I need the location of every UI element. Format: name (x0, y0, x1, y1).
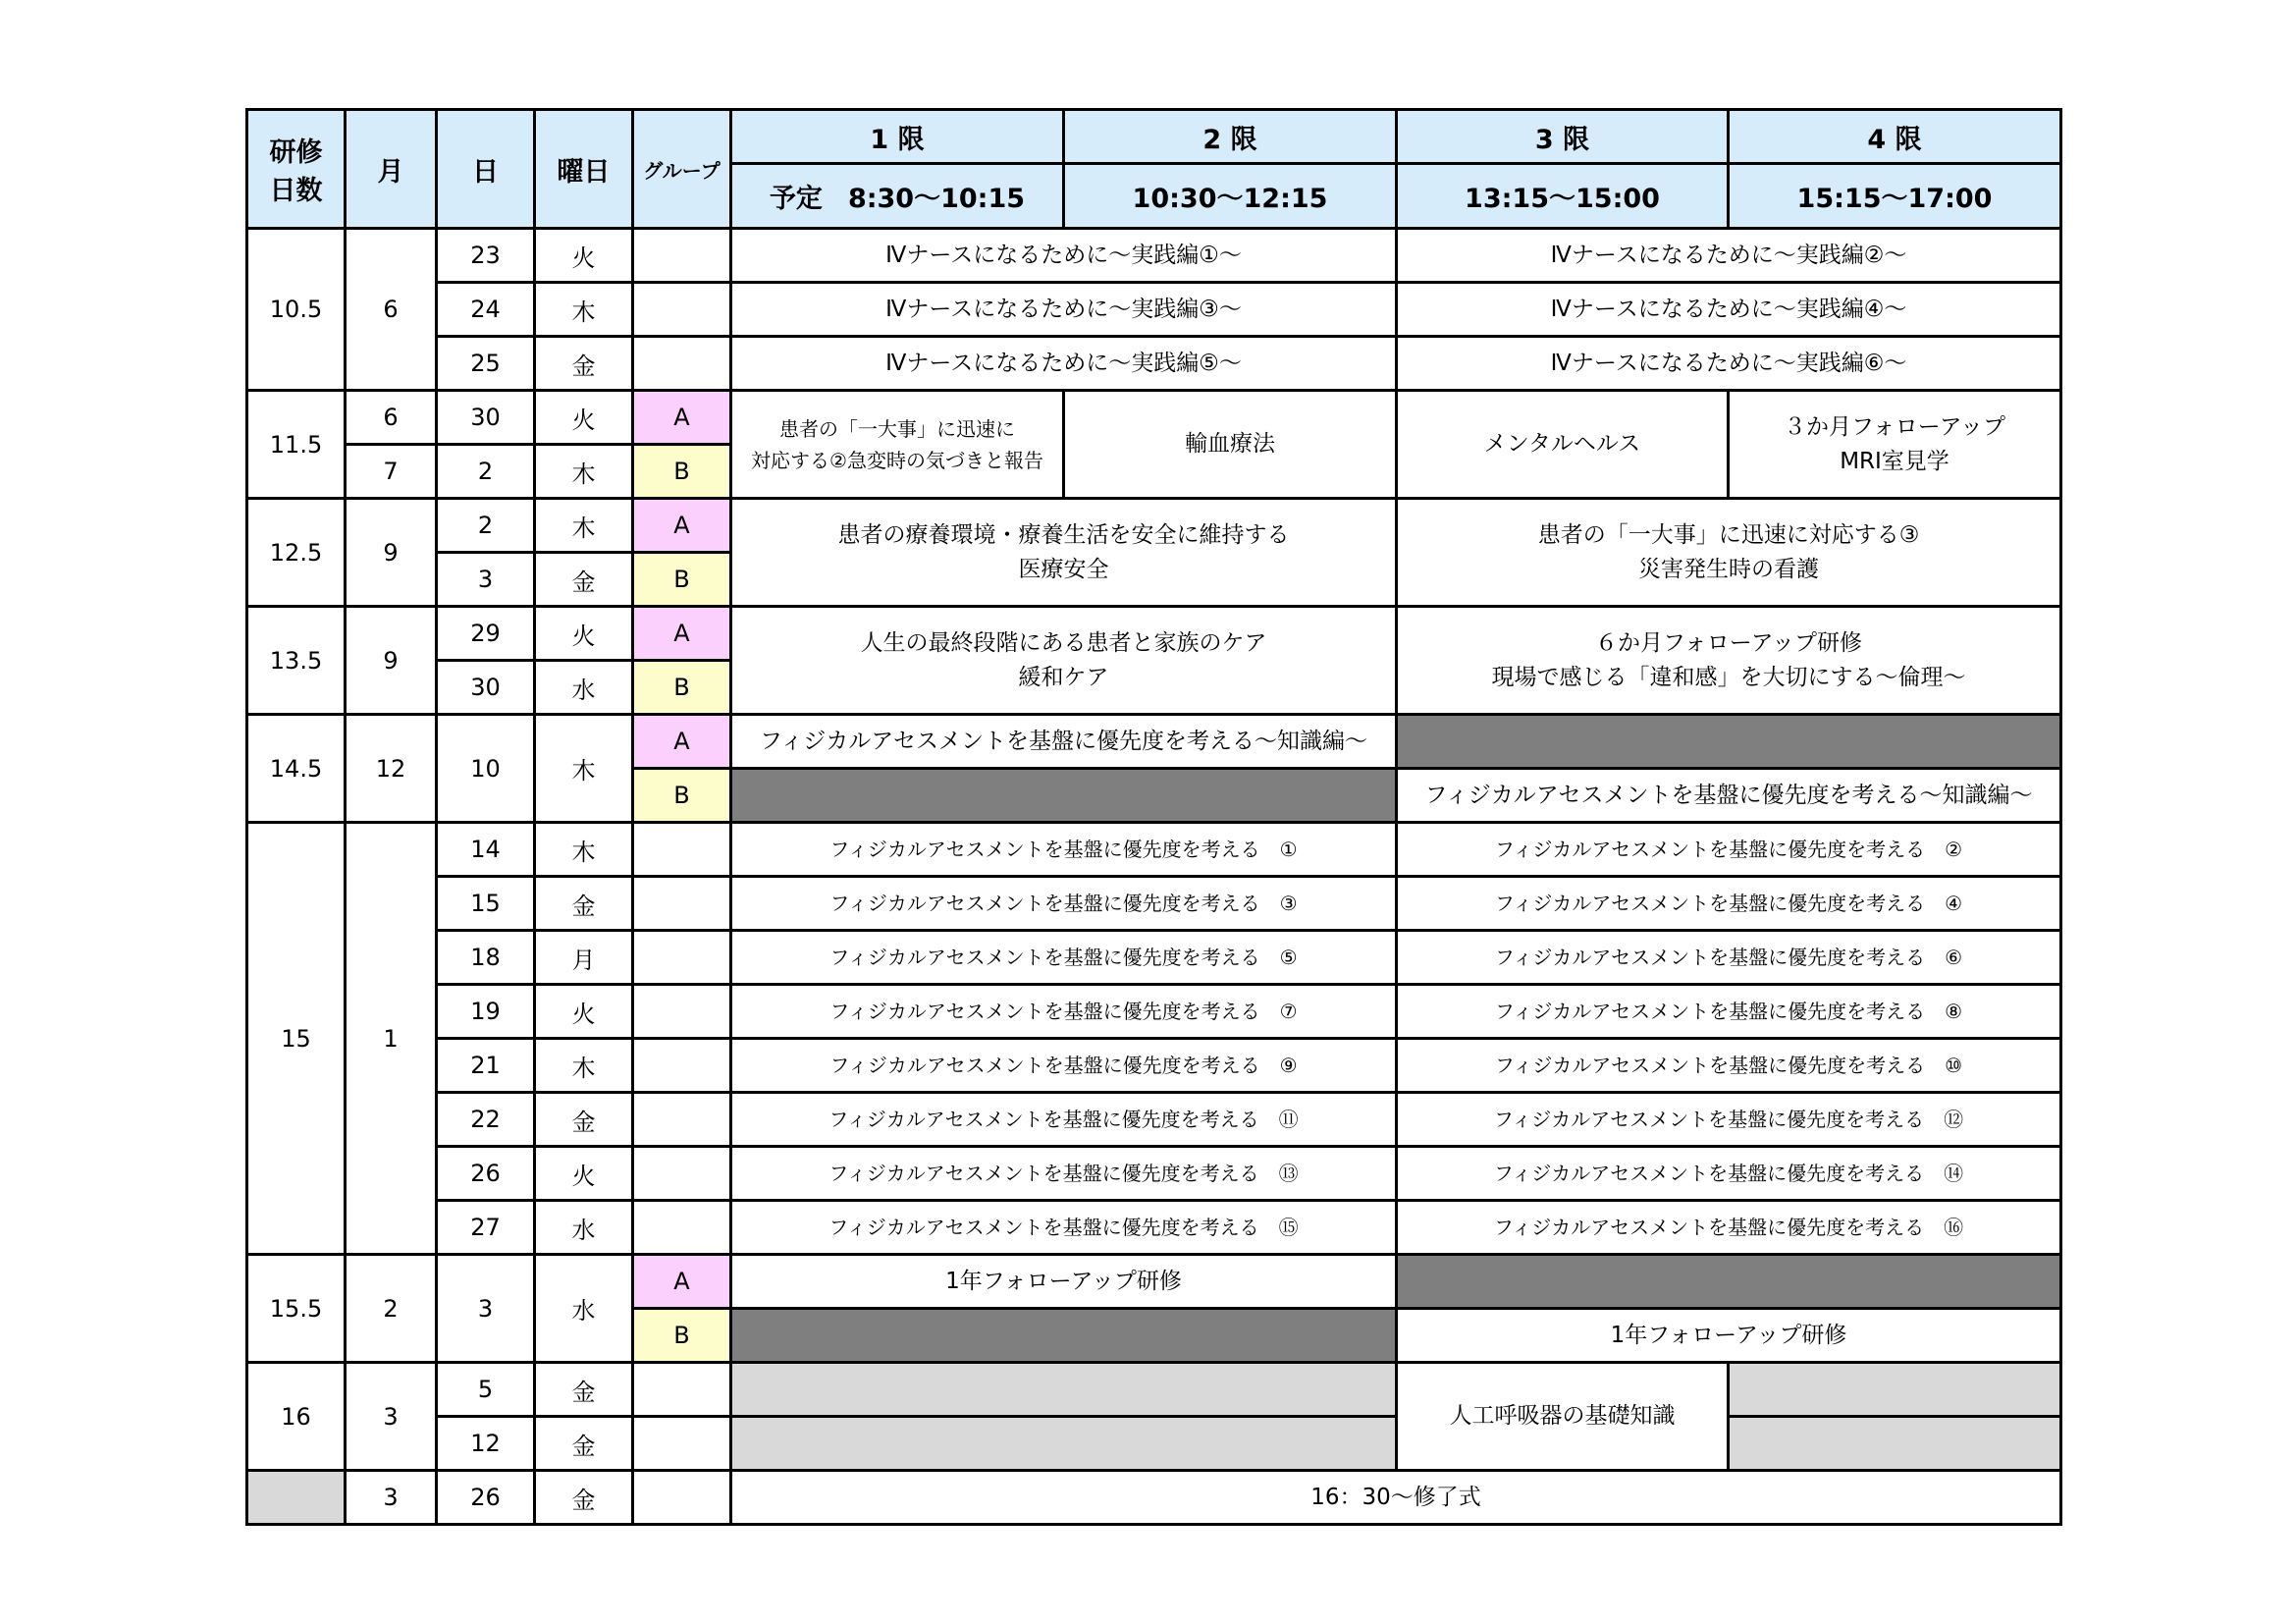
month-cell: 7 (346, 445, 437, 499)
training-days-cell: 15.5 (247, 1255, 346, 1363)
lesson-period-3: メンタルヘルス (1397, 391, 1729, 499)
table-row (247, 1201, 2061, 1255)
blocked-slot (731, 1309, 1397, 1363)
header-day: 日 (437, 110, 535, 229)
group-cell (633, 283, 731, 337)
table-row (247, 337, 2061, 391)
blocked-slot (1397, 1255, 2061, 1309)
lesson-am: フィジカルアセスメントを基盤に優先度を考える ⑨ (731, 1039, 1397, 1093)
group-cell (633, 931, 731, 985)
group-cell (633, 1471, 731, 1525)
training-days-cell-empty (247, 1471, 346, 1525)
header-period-2: 2 限 (1064, 110, 1397, 164)
weekday-cell: 金 (535, 1363, 633, 1417)
table-row (247, 607, 2061, 661)
group-cell (633, 337, 731, 391)
table-row (247, 391, 2061, 445)
day-cell: 26 (437, 1147, 535, 1201)
lesson-line: 現場で感じる「違和感」を大切にする～倫理～ (1491, 664, 1966, 690)
lesson-pm: 1年フォローアップ研修 (1397, 1309, 2061, 1363)
day-cell: 15 (437, 877, 535, 931)
table-row (247, 931, 2061, 985)
weekday-cell: 金 (535, 1417, 633, 1471)
lesson-pm (1397, 499, 2061, 607)
header-group: グループ (633, 110, 731, 229)
day-cell: 30 (437, 391, 535, 445)
lesson-line: 緩和ケア (1018, 664, 1109, 690)
blocked-slot-light (731, 1363, 1397, 1417)
group-cell (633, 1147, 731, 1201)
graduation-ceremony: 16：30～修了式 (731, 1471, 2061, 1525)
lesson-line: 患者の療養環境・療養生活を安全に維持する (837, 521, 1290, 548)
lesson-am: Ⅳナースになるために～実践編⑤～ (731, 337, 1397, 391)
training-days-cell: 12.5 (247, 499, 346, 607)
weekday-cell: 火 (535, 229, 633, 283)
header-training-days-line1: 研修 (269, 137, 323, 168)
header-training-days-line2: 日数 (269, 176, 323, 206)
lesson-am: フィジカルアセスメントを基盤に優先度を考える ① (731, 823, 1397, 877)
lesson-am: フィジカルアセスメントを基盤に優先度を考える ⑪ (731, 1093, 1397, 1147)
blocked-slot (731, 769, 1397, 823)
header-time-4: 15:15～17:00 (1729, 164, 2061, 229)
lesson-pm: フィジカルアセスメントを基盤に優先度を考える ⑭ (1397, 1147, 2061, 1201)
day-cell: 5 (437, 1363, 535, 1417)
lesson-pm: フィジカルアセスメントを基盤に優先度を考える ⑧ (1397, 985, 2061, 1039)
group-a-badge: A (633, 499, 731, 553)
weekday-cell: 水 (535, 1201, 633, 1255)
table-row (247, 229, 2061, 283)
header-period-4: 4 限 (1729, 110, 2061, 164)
header-row-periods (247, 110, 2061, 164)
lesson-am: 1年フォローアップ研修 (731, 1255, 1397, 1309)
day-cell: 19 (437, 985, 535, 1039)
group-b-badge: B (633, 1309, 731, 1363)
weekday-cell: 木 (535, 823, 633, 877)
lesson-line: 対応する②急変時の気づきと報告 (751, 448, 1043, 472)
blocked-slot-light (731, 1417, 1397, 1471)
header-time-1 (731, 164, 1064, 229)
group-cell (633, 985, 731, 1039)
weekday-cell: 水 (535, 1255, 633, 1363)
group-b-badge: B (633, 553, 731, 607)
weekday-cell: 木 (535, 283, 633, 337)
weekday-cell: 火 (535, 985, 633, 1039)
day-cell: 22 (437, 1093, 535, 1147)
table-row (247, 715, 2061, 769)
blocked-slot-light (1729, 1417, 2061, 1471)
group-cell (633, 1039, 731, 1093)
group-cell (633, 1417, 731, 1471)
weekday-cell: 木 (535, 499, 633, 553)
weekday-cell: 火 (535, 1147, 633, 1201)
weekday-cell: 金 (535, 877, 633, 931)
table-row (247, 1093, 2061, 1147)
day-cell: 14 (437, 823, 535, 877)
group-b-badge: B (633, 445, 731, 499)
lesson-pm: フィジカルアセスメントを基盤に優先度を考える ⑫ (1397, 1093, 2061, 1147)
weekday-cell: 金 (535, 553, 633, 607)
group-cell (633, 229, 731, 283)
training-days-cell: 13.5 (247, 607, 346, 715)
lesson-am: フィジカルアセスメントを基盤に優先度を考える ⑦ (731, 985, 1397, 1039)
lesson-pm: Ⅳナースになるために～実践編④～ (1397, 283, 2061, 337)
training-days-cell: 16 (247, 1363, 346, 1471)
weekday-cell: 月 (535, 931, 633, 985)
lesson-am: フィジカルアセスメントを基盤に優先度を考える ⑮ (731, 1201, 1397, 1255)
header-period-1: 1 限 (731, 110, 1064, 164)
lesson-line: MRI室見学 (1840, 448, 1949, 474)
training-schedule-table (245, 108, 2062, 1526)
day-cell: 21 (437, 1039, 535, 1093)
day-cell: 29 (437, 607, 535, 661)
weekday-cell: 金 (535, 337, 633, 391)
group-a-badge: A (633, 715, 731, 769)
lesson-period-3: 人工呼吸器の基礎知識 (1397, 1363, 1729, 1471)
header-time-3: 13:15～15:00 (1397, 164, 1729, 229)
day-cell: 25 (437, 337, 535, 391)
day-cell: 24 (437, 283, 535, 337)
month-cell: 2 (346, 1255, 437, 1363)
lesson-am (731, 499, 1397, 607)
lesson-line: 人生の最終段階にある患者と家族のケア (860, 629, 1267, 656)
lesson-period-1 (731, 391, 1064, 499)
lesson-pm: フィジカルアセスメントを基盤に優先度を考える ⑩ (1397, 1039, 2061, 1093)
lesson-pm: フィジカルアセスメントを基盤に優先度を考える ⑥ (1397, 931, 2061, 985)
month-cell: 12 (346, 715, 437, 823)
header-month: 月 (346, 110, 437, 229)
group-cell (633, 877, 731, 931)
lesson-pm: フィジカルアセスメントを基盤に優先度を考える ④ (1397, 877, 2061, 931)
training-days-cell: 14.5 (247, 715, 346, 823)
lesson-pm: フィジカルアセスメントを基盤に優先度を考える ⑯ (1397, 1201, 2061, 1255)
weekday-cell: 火 (535, 391, 633, 445)
month-cell: 6 (346, 391, 437, 445)
group-a-badge: A (633, 391, 731, 445)
weekday-cell: 水 (535, 661, 633, 715)
lesson-line: ３か月フォローアップ (1783, 413, 2006, 440)
group-cell (633, 1093, 731, 1147)
group-cell (633, 823, 731, 877)
lesson-pm: Ⅳナースになるために～実践編②～ (1397, 229, 2061, 283)
lesson-am: フィジカルアセスメントを基盤に優先度を考える ⑬ (731, 1147, 1397, 1201)
month-cell: 3 (346, 1471, 437, 1525)
weekday-cell: 金 (535, 1093, 633, 1147)
day-cell: 18 (437, 931, 535, 985)
lesson-line: 患者の「一大事」に迅速に対応する③ (1537, 521, 1920, 548)
day-cell: 26 (437, 1471, 535, 1525)
header-time-2: 10:30～12:15 (1064, 164, 1397, 229)
month-cell: 3 (346, 1363, 437, 1471)
lesson-am: Ⅳナースになるために～実践編①～ (731, 229, 1397, 283)
table-row (247, 823, 2061, 877)
group-b-badge: B (633, 661, 731, 715)
header-weekday: 曜日 (535, 110, 633, 229)
table-row (247, 1255, 2061, 1309)
table-row (247, 283, 2061, 337)
month-cell: 1 (346, 823, 437, 1255)
lesson-am (731, 607, 1397, 715)
group-cell (633, 1201, 731, 1255)
day-cell: 12 (437, 1417, 535, 1471)
table-row (247, 1039, 2061, 1093)
lesson-pm: Ⅳナースになるために～実践編⑥～ (1397, 337, 2061, 391)
lesson-line: 災害発生時の看護 (1638, 556, 1819, 582)
day-cell: 3 (437, 553, 535, 607)
header-time-1-value: 8:30～10:15 (847, 184, 1026, 214)
training-days-cell: 11.5 (247, 391, 346, 499)
header-period-3: 3 限 (1397, 110, 1729, 164)
group-b-badge: B (633, 769, 731, 823)
weekday-cell: 木 (535, 445, 633, 499)
weekday-cell: 木 (535, 1039, 633, 1093)
header-time-label: 予定 (769, 184, 823, 214)
lesson-line: ６か月フォローアップ研修 (1594, 629, 1863, 656)
day-cell: 3 (437, 1255, 535, 1363)
table-row (247, 1363, 2061, 1417)
weekday-cell: 金 (535, 1471, 633, 1525)
lesson-am: フィジカルアセスメントを基盤に優先度を考える ③ (731, 877, 1397, 931)
day-cell: 23 (437, 229, 535, 283)
training-days-cell: 10.5 (247, 229, 346, 391)
blocked-slot (1397, 715, 2061, 769)
lesson-period-2: 輸血療法 (1064, 391, 1397, 499)
month-cell: 6 (346, 229, 437, 391)
table-row (247, 985, 2061, 1039)
lesson-pm: フィジカルアセスメントを基盤に優先度を考える ② (1397, 823, 2061, 877)
group-cell (633, 1363, 731, 1417)
lesson-am: Ⅳナースになるために～実践編③～ (731, 283, 1397, 337)
month-cell: 9 (346, 499, 437, 607)
weekday-cell: 火 (535, 607, 633, 661)
table-row (247, 877, 2061, 931)
table-row (247, 1417, 2061, 1471)
month-cell: 9 (346, 607, 437, 715)
training-days-cell: 15 (247, 823, 346, 1255)
lesson-pm (1397, 607, 2061, 715)
day-cell: 2 (437, 499, 535, 553)
weekday-cell: 木 (535, 715, 633, 823)
lesson-am: フィジカルアセスメントを基盤に優先度を考える～知識編～ (731, 715, 1397, 769)
day-cell: 2 (437, 445, 535, 499)
group-a-badge: A (633, 1255, 731, 1309)
lesson-period-4 (1729, 391, 2061, 499)
day-cell: 10 (437, 715, 535, 823)
blocked-slot-light (1729, 1363, 2061, 1417)
lesson-am: フィジカルアセスメントを基盤に優先度を考える ⑤ (731, 931, 1397, 985)
lesson-line: 医療安全 (1018, 556, 1109, 582)
table-row (247, 1147, 2061, 1201)
day-cell: 30 (437, 661, 535, 715)
day-cell: 27 (437, 1201, 535, 1255)
lesson-pm: フィジカルアセスメントを基盤に優先度を考える～知識編～ (1397, 769, 2061, 823)
table-row (247, 1471, 2061, 1525)
header-training-days (247, 110, 346, 229)
lesson-line: 患者の「一大事」に迅速に (779, 416, 1015, 441)
table-row (247, 499, 2061, 553)
group-a-badge: A (633, 607, 731, 661)
